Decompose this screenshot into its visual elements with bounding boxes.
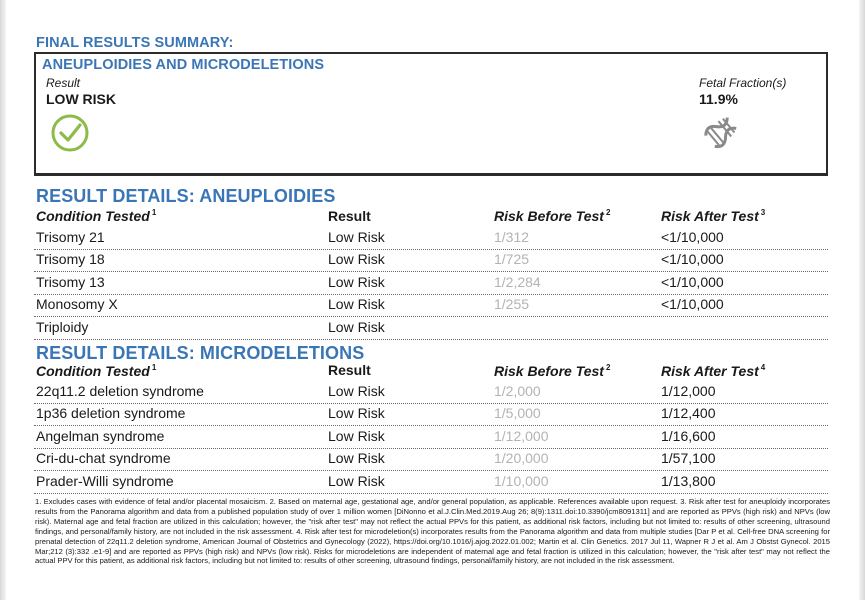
result-cell: Low Risk [328,319,385,335]
result-value: LOW RISK [46,91,116,107]
risk-before-cell: 1/312 [494,229,530,245]
risk-after-cell: <1/10,000 [661,274,724,290]
table-row [34,249,828,272]
final-results-title: FINAL RESULTS SUMMARY: [36,35,234,51]
result-label: Result [46,76,81,90]
check-circle-icon [50,113,90,153]
risk-before-cell: 1/2,284 [494,274,541,290]
risk-after-cell: <1/10,000 [661,229,724,245]
page-edge-left [0,0,6,600]
result-cell: Low Risk [328,473,385,489]
summary-box-title: ANEUPLOIDIES AND MICRODELETIONS [42,57,325,73]
risk-before-cell: 1/10,000 [494,473,549,489]
condition-cell: 1p36 deletion syndrome [36,405,186,421]
risk-after-cell: <1/10,000 [661,251,724,267]
dna-icon [702,113,740,151]
table-row [34,448,828,471]
risk-before-cell: 1/255 [494,296,530,312]
condition-cell: Monosomy X [36,296,118,312]
risk-before-cell: 1/20,000 [494,450,549,466]
table-row [34,227,828,250]
risk-after-cell: <1/10,000 [661,296,724,312]
footnotes: 1. Excludes cases with evidence of fetal and/or placental mosaicism. 2. Based on maternal age, gestational age, and/or general population, as applicable. References available upon request. 3. Risk after test for aneuploidy incorporates results from the Panorama algorithm and data from a published population study of over 1 million women [DiNonno et al.J.Clin.Med.2019.Aug 26; 8(9):1311.doi:10.3390/jcm8091311] and are reported as PPVs (high risk) and NPVs (low risk). Maternal age and fetal fraction are utilized in this calculation; however, the "risk after test" may not reflect the actual PPVs for this patient, as additional risk factors, including but not limited to: results of other screening, ultrasound findings, and personal/family history, are not included in the risk assessment. 4. Risk after test for microdeletion(s) incorporates results from the Panorama algorithm and data from multiple studies [Dar P et al. Cell-free DNA screening for prenatal detection of 22q11.2 deletion syndrome, American Journal of Obstetrics and Gynecology (2022), https://doi.org/10.1016/j.ajog.2022.01.002; Martin et al. Clin Genetics. 2017 Jul 11, Wapner R J et al. Am J Obstst Gynecol. 2015 Mar;212 (3):332 .e1-9] and are reported as PPVs (high risk) and NPVs (low risk). Risks for microdeletions are independent of maternal age and fetal fraction is utilized in this calculation; however, the "risk after test" may not reflect the actual PPV for this patient, as additional risk factors, including but not limited to: results of other screening, ultrasound findings, personal/family history, are not included in the risk assessment. [35,497,830,566]
condition-cell: Trisomy 13 [36,274,105,290]
risk-after-cell: 1/12,400 [661,405,716,421]
micro-header-result: Result [328,362,371,378]
risk-before-cell: 1/2,000 [494,383,541,399]
result-cell: Low Risk [328,450,385,466]
result-cell: Low Risk [328,405,385,421]
micro-header-condition: Condition Tested $^1$ [36,363,157,379]
condition-cell: Angelman syndrome [36,428,165,444]
microdeletions-title: RESULT DETAILS: MICRODELETIONS [36,343,365,363]
risk-after-cell: 1/12,000 [661,383,716,399]
page-edge-right [859,0,865,600]
table-row [34,403,828,426]
table-row [34,426,828,449]
table-row [34,471,828,494]
table-row [34,381,828,404]
fetal-fraction-value: 11.9% [699,91,738,107]
condition-cell: Trisomy 21 [36,229,105,245]
condition-cell: Prader-Willi syndrome [36,473,174,489]
condition-cell: 22q11.2 deletion syndrome [36,383,204,399]
condition-cell: Triploidy [36,319,89,335]
risk-after-cell: 1/13,800 [661,473,716,489]
micro-header-risk-after: Risk After Test $^4$ [661,363,766,379]
table-row [34,317,828,340]
result-cell: Low Risk [328,383,385,399]
table-row [34,272,828,295]
result-cell: Low Risk [328,251,385,267]
aneuploidies-title: RESULT DETAILS: ANEUPLOIDIES [36,186,336,206]
condition-cell: Trisomy 18 [36,251,105,267]
summary-box [34,52,828,176]
risk-before-cell: 1/725 [494,251,530,267]
condition-cell: Cri-du-chat syndrome [36,450,171,466]
risk-before-cell: 1/5,000 [494,405,541,421]
result-cell: Low Risk [328,229,385,245]
risk-after-cell: 1/16,600 [661,428,716,444]
aneu-header-condition: Condition Tested $^1$ [36,208,157,224]
aneu-header-risk-before: Risk Before Test $^2$ [494,208,611,224]
aneu-header-risk-after: Risk After Test $^3$ [661,208,766,224]
result-cell: Low Risk [328,274,385,290]
result-cell: Low Risk [328,296,385,312]
result-cell: Low Risk [328,428,385,444]
micro-header-risk-before: Risk Before Test $^2$ [494,363,611,379]
aneu-header-result: Result [328,208,371,224]
table-row [34,294,828,317]
fetal-fraction-label: Fetal Fraction(s) [699,76,787,90]
risk-after-cell: 1/57,100 [661,450,716,466]
risk-before-cell: 1/12,000 [494,428,549,444]
